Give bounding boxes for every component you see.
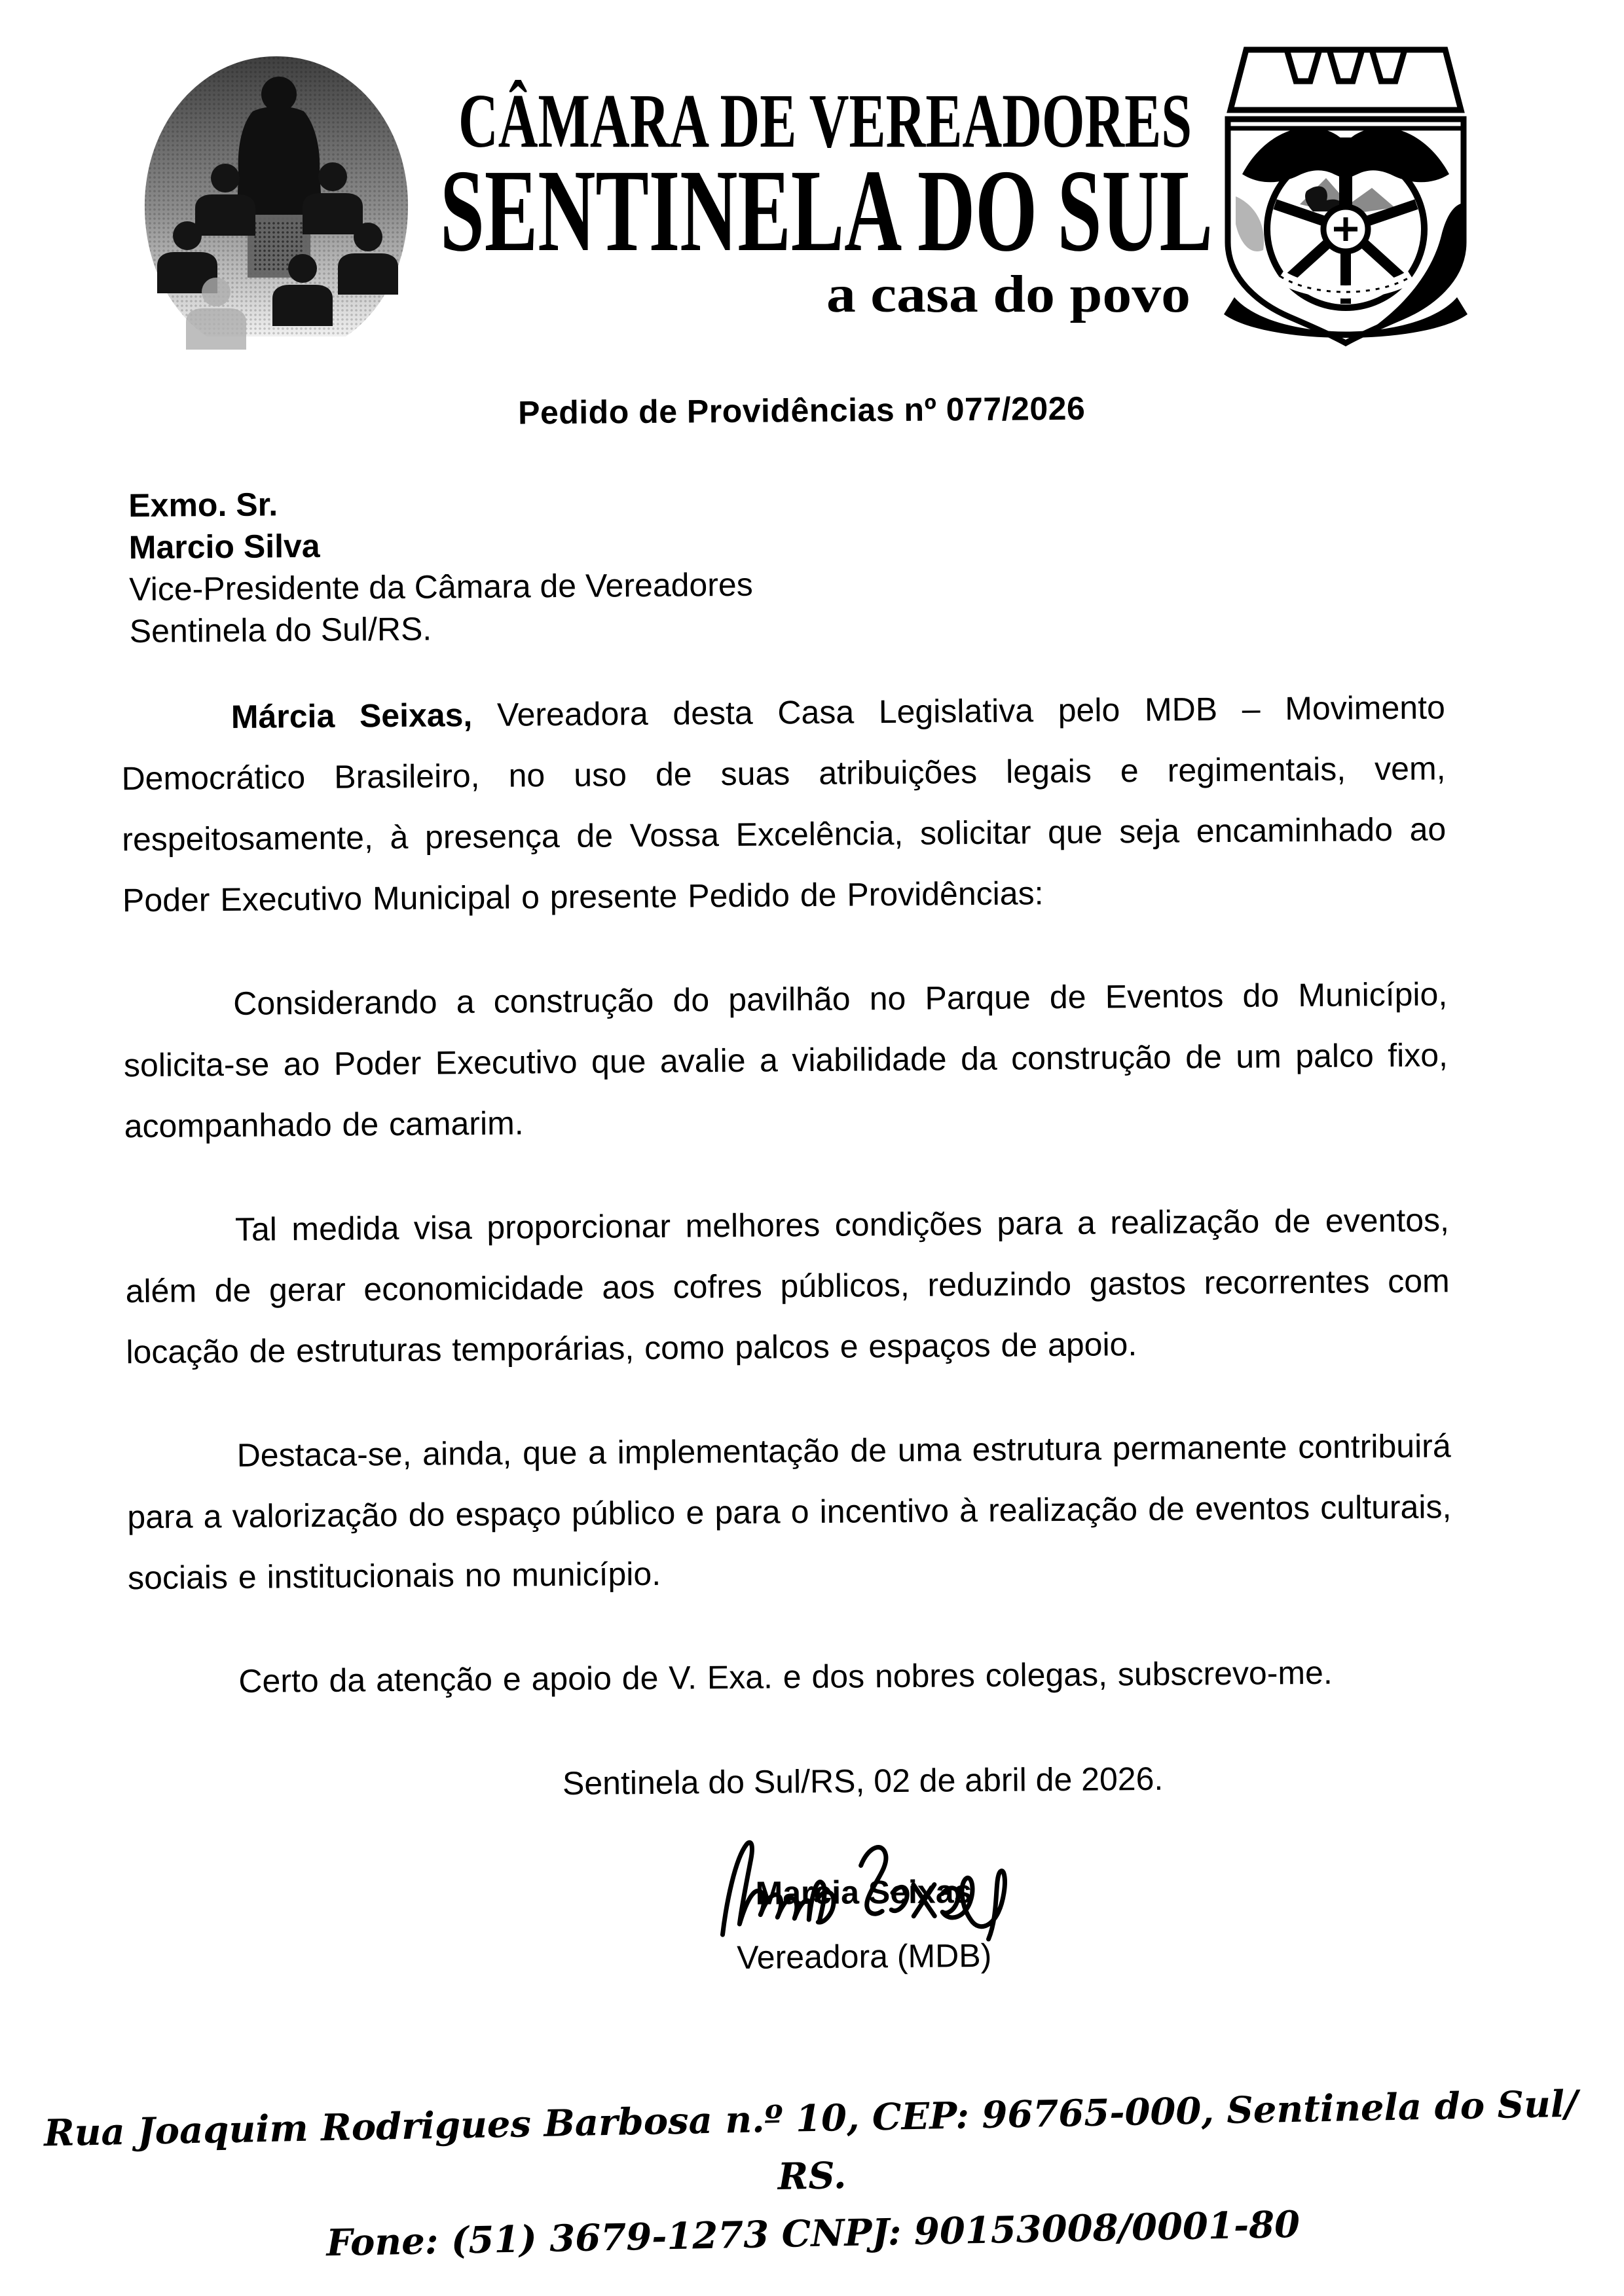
org-tagline: a casa do povo bbox=[826, 266, 1190, 323]
date-line: Sentinela do Sul/RS, 02 de abril de 2026. bbox=[562, 1760, 1164, 1802]
addressee-role: Vice-Presidente da Câmara de Vereadores bbox=[129, 566, 753, 608]
footer-address: Rua Joaquim Rodrigues Barbosa n.º 10, CEP: 96765-000, Sentinela do Sul/ RS. bbox=[43, 2082, 1579, 2198]
paragraph-1-author: Márcia Seixas, bbox=[231, 697, 473, 735]
paragraph-2: Considerando a construção do pavilhão no Parque de Eventos do Município, solicita-se ao Poder Executivo que avalie a viabilidade da construção de um palco fixo, acompanhado de camarim. bbox=[123, 975, 1449, 1145]
addressee-block bbox=[128, 480, 753, 652]
closing-line: Certo da atenção e apoio de V. Exa. e dos nobres colegas, subscrevo-me. bbox=[238, 1654, 1333, 1700]
paragraph-1 bbox=[120, 677, 1447, 931]
paragraph-4: Destaca-se, ainda, que a implementação de uma estrutura permanente contribuirá para a valorização do espaço público e para o incentivo à realização de eventos culturais, sociais e institucionais no município. bbox=[127, 1427, 1452, 1597]
signatory-role: Vereadora (MDB) bbox=[736, 1937, 992, 1976]
paragraph-3: Tal medida visa proporcionar melhores condições para a realização de eventos, além de gerar economicidade aos cofres públicos, reduzindo gastos recorrentes com locação de estruturas temporárias, como palcos e espaços de apoio. bbox=[125, 1201, 1450, 1371]
document-title: Pedido de Providências nº 077/2026 bbox=[517, 390, 1086, 431]
footer-phone-cnpj: Fone: (51) 3679-1273 CNPJ: 90153008/0001-80 bbox=[325, 2202, 1301, 2265]
addressee-salutation: Exmo. Sr. bbox=[128, 486, 278, 524]
addressee-city: Sentinela do Sul/RS. bbox=[129, 610, 432, 650]
org-name-line2: SENTINELA DO SUL bbox=[440, 145, 1213, 276]
addressee-name: Marcio Silva bbox=[128, 527, 320, 566]
org-name-line1: CÂMARA DE VEREADORES bbox=[458, 78, 1192, 164]
footer-block bbox=[25, 2075, 1600, 2278]
signatory-name: Marcia Seixas bbox=[755, 1873, 972, 1912]
paragraph-1-text: Vereadora desta Casa Legislativa pelo MDB – Movimento Democrático Brasileiro, no uso de suas atribuições legais e regimentais, vem, respeitosamente, à presença de Vossa Excelência, solicitar que seja encaminhado ao Poder Executivo Municipal o presente Pedido de Providências: bbox=[121, 689, 1447, 919]
letter-paragraphs bbox=[120, 677, 1452, 1713]
